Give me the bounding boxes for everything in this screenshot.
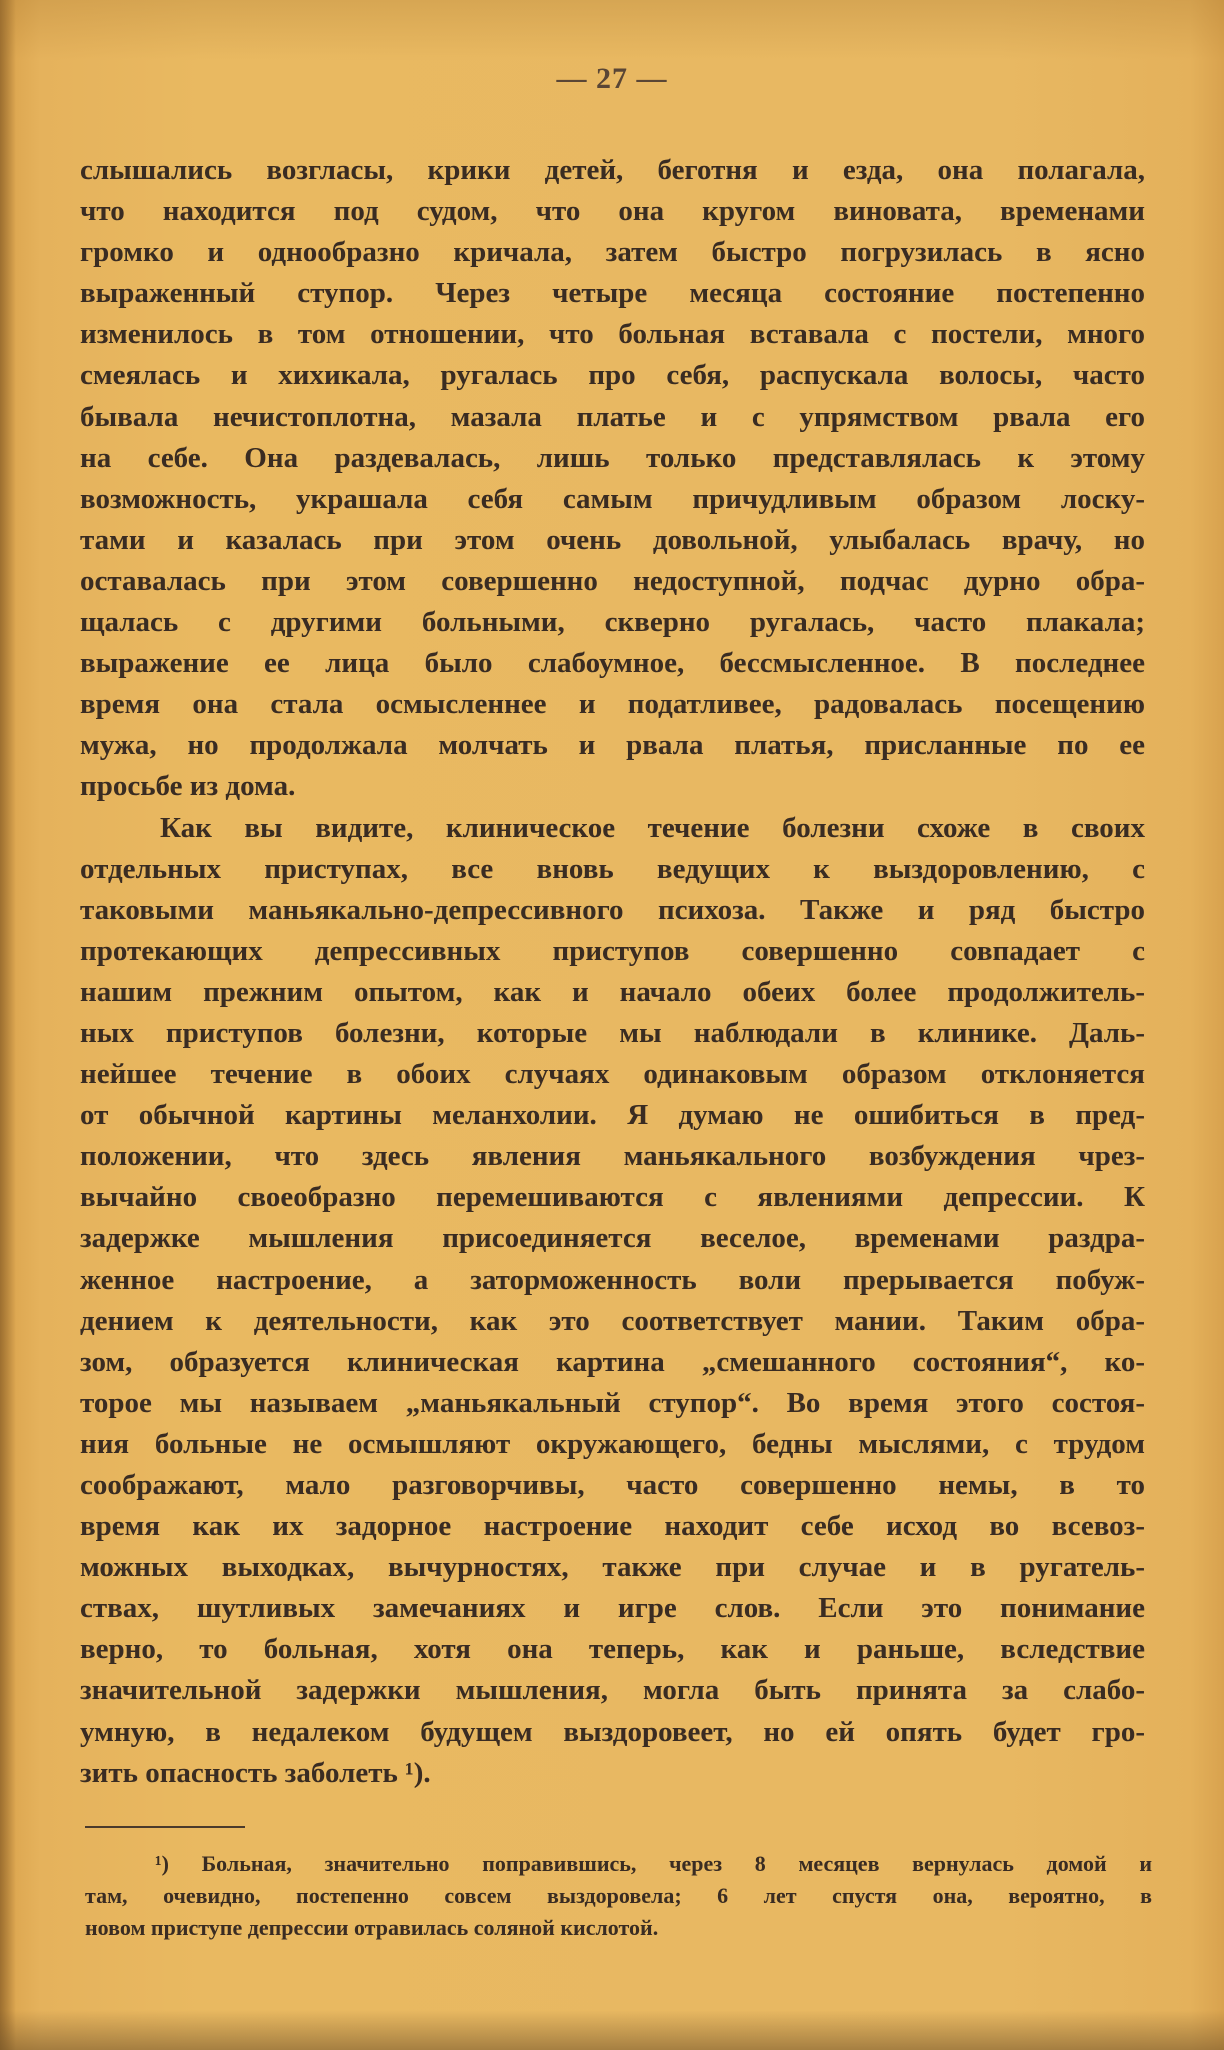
page-left-edge [0,0,16,2050]
text-line: зить опасность заболеть ¹). [80,1756,431,1789]
text-line: зом, образуется клиническая картина „смешанного состояния“, ко- [80,1345,1145,1378]
text-line: нашим прежним опытом, как и начало обеих более продолжитель- [80,975,1145,1008]
text-line: время она стала осмысленнее и податливее, радовалась посещению [80,688,1145,721]
main-text [80,150,1145,1794]
text-line: умную, в недалеком будущем выздоровеет, но ей опять будет гро- [80,1715,1145,1748]
footnote [85,1848,1152,1944]
text-line: таковыми маньякально-депрессивного психоза. Также и ряд быстро [80,893,1145,926]
text-line: задержке мышления присоединяется веселое, временами раздра- [80,1222,1145,1255]
text-line: смеялась и хихикала, ругалась про себя, распускала волосы, часто [80,359,1145,392]
text-line: тами и казалась при этом очень довольной, улыбалась врачу, но [80,523,1145,556]
footnote-rule [85,1826,245,1828]
text-line: Как вы видите, клиническое течение болезни схоже в своих [160,811,1145,844]
text-line: отдельных приступах, все вновь ведущих к выздоровлению, с [80,852,1145,885]
text-line: вычайно своеобразно перемешиваются с явлениями депрессии. К [80,1181,1145,1214]
paragraph-2 [80,808,1145,1794]
text-line: слышались возгласы, крики детей, беготня и езда, она полагала, [80,154,1145,186]
footnote-line: новом приступе депрессии отравилась соляной кислотой. [85,1915,659,1940]
text-line: от обычной картины меланхолии. Я думаю не ошибиться в пред- [80,1099,1145,1132]
text-line: что находится под судом, что она кругом виновата, временами [80,195,1145,228]
paragraph-1 [80,150,1145,808]
text-line: выражение ее лица было слабоумное, бессмысленное. В последнее [80,647,1145,680]
text-line: просьбе из дома. [80,770,296,803]
page-top-shade [0,0,1224,60]
text-line: положении, что здесь явления маньякального возбуждения чрез- [80,1140,1145,1173]
page-bottom-shade [0,2010,1224,2050]
text-line: дением к деятельности, как это соответствует мании. Таким обра- [80,1304,1145,1337]
text-line: соображают, мало разговорчивы, часто совершенно немы, в то [80,1469,1145,1501]
text-line: изменилось в том отношении, что больная вставала с постели, много [80,318,1145,351]
text-line: протекающих депрессивных приступов совершенно совпадает с [80,934,1145,967]
text-line: торое мы называем „маньякальный ступор“. Во время этого состоя- [80,1386,1145,1419]
text-line: верно, то больная, хотя она теперь, как и раньше, вследствие [80,1633,1145,1666]
text-line: выраженный ступор. Через четыре месяца состояние постепенно [80,277,1145,310]
text-line: оставалась при этом совершенно недоступной, подчас дурно обра- [80,564,1145,597]
text-line: мужа, но продолжала молчать и рвала платья, присланные по ее [80,729,1145,762]
text-line: на себе. Она раздевалась, лишь только представлялась к этому [80,441,1145,474]
footnote-line: ¹) Больная, значительно поправившись, через 8 месяцев вернулась домой и [155,1851,1152,1876]
text-line: можных выходках, вычурностях, также при случае и в ругатель- [80,1551,1145,1584]
text-line: ствах, шутливых замечаниях и игре слов. Если это понимание [80,1592,1145,1625]
text-line: бывала нечистоплотна, мазала платье и с упрямством рвала его [80,400,1145,433]
text-line: громко и однообразно кричала, затем быстро погрузилась в ясно [80,236,1145,269]
footnote-line: там, очевидно, постепенно совсем выздоровела; 6 лет спустя она, вероятно, в [85,1883,1152,1908]
text-line: щалась с другими больными, скверно ругалась, часто плакала; [80,606,1145,639]
text-line: значительной задержки мышления, могла быть принята за слабо- [80,1674,1145,1707]
text-line: нейшее течение в обоих случаях одинаковым образом отклоняется [80,1058,1145,1091]
text-line: возможность, украшала себя самым причудливым образом лоску- [80,482,1145,515]
text-line: ных приступов болезни, которые мы наблюдали в клинике. Даль- [80,1016,1145,1049]
text-line: время как их задорное настроение находит себе исход во всевоз- [80,1510,1145,1543]
text-line: ния больные не осмышляют окружающего, бедны мыслями, с трудом [80,1427,1145,1460]
text-line: женное настроение, а заторможенность воли прерывается побуж- [80,1263,1145,1296]
page-number: — 27 — [556,62,668,95]
